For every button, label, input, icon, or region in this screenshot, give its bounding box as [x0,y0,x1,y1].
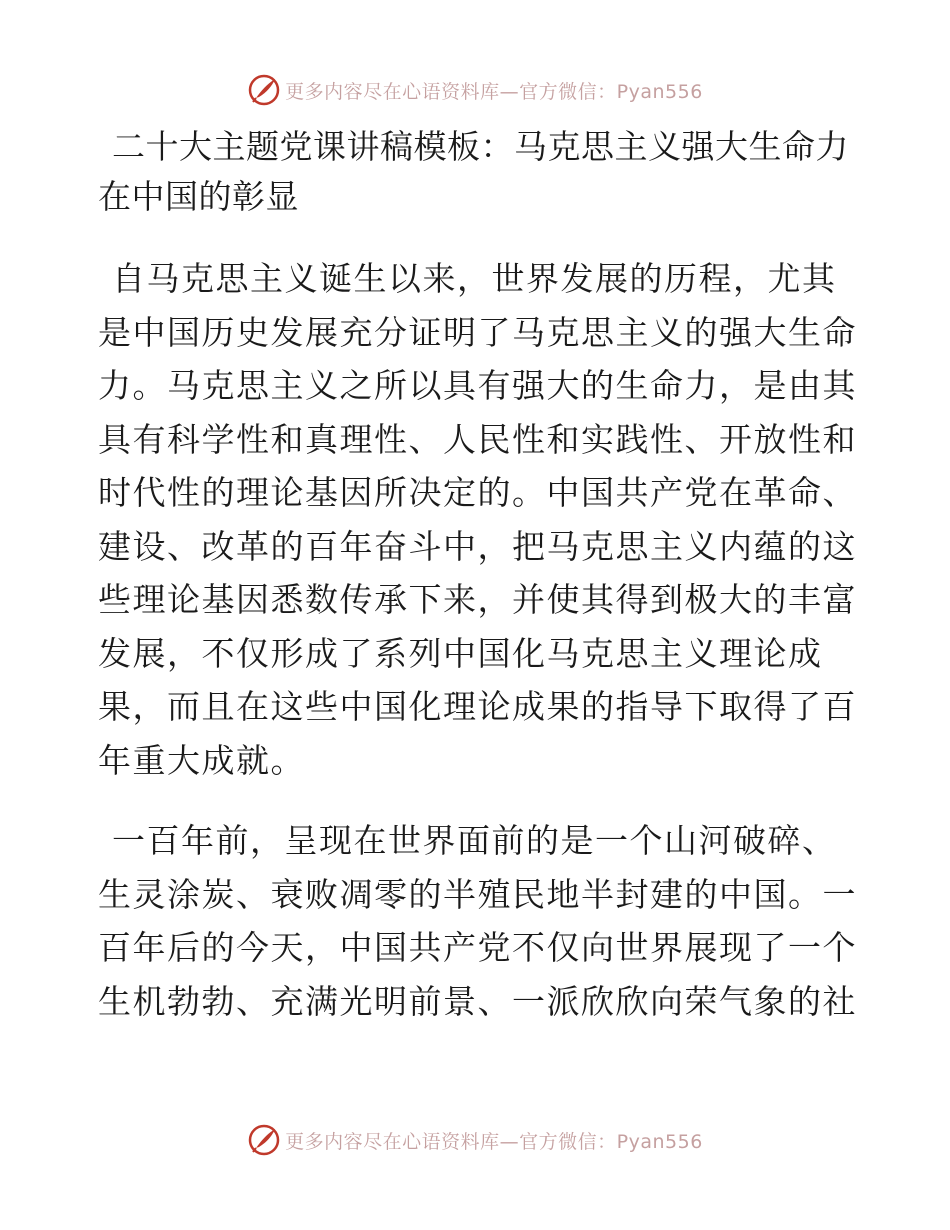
header-banner [0,70,950,110]
paragraph-1: 自马克思主义诞生以来，世界发展的历程，尤其是中国历史发展充分证明了马克思主义的强大生命力。马克思主义之所以具有强大的生命力，是由其具有科学性和真理性、人民性和实践性、开放性和时代性的理论基因所决定的。中国共产党在革命、建设、改革的百年奋斗中，把马克思主义内蕴的这些理论基因悉数传承下来，并使其得到极大的丰富发展，不仅形成了系列中国化马克思主义理论成果，而且在这些中国化理论成果的指导下取得了百年重大成就。 [98,259,857,780]
quill-logo-icon [247,1123,281,1157]
header-banner-text: 更多内容尽在心语资料库—官方微信：Pyan556 [285,80,703,103]
footer-banner [0,1120,950,1160]
footer-banner-text: 更多内容尽在心语资料库—官方微信：Pyan556 [285,1130,703,1153]
paragraph-2: 一百年前，呈现在世界面前的是一个山河破碎、生灵涂炭、衰败凋零的半殖民地半封建的中国。一百年后的今天，中国共产党不仅向世界展现了一个生机勃勃、充满光明前景、一派欣欣向荣气象的社 [98,821,857,1021]
document-title: 二十大主题党课讲稿模板：马克思主义强大生命力在中国的彰显 [98,127,849,216]
quill-logo-icon [247,73,281,107]
document-body [98,122,858,1028]
